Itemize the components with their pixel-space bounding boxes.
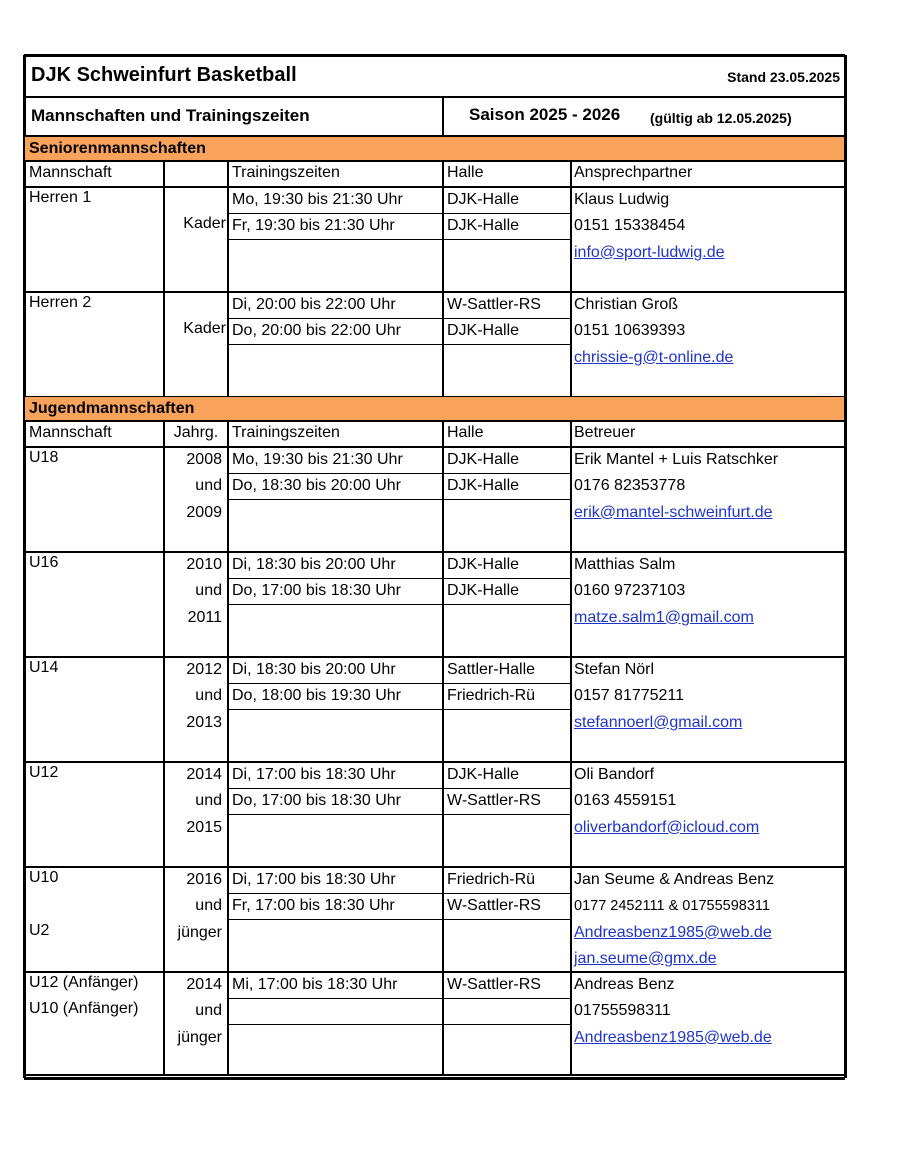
team-name: U16 (29, 554, 59, 571)
training-time: Fr, 19:30 bis 21:30 Uhr (232, 217, 395, 235)
team-years: und (195, 1002, 222, 1020)
grid-line (227, 762, 229, 867)
grid-line (228, 473, 571, 474)
grid-line (228, 709, 571, 710)
training-hall: Sattler-Halle (447, 661, 536, 678)
grid-line (227, 292, 229, 397)
grid-line (228, 919, 571, 920)
grid-line (228, 344, 571, 345)
grid-line (228, 1024, 571, 1025)
grid-line (163, 187, 165, 292)
grid-line (227, 657, 229, 762)
col-header-team: Mannschaft (29, 424, 112, 441)
col-header-times: Trainingszeiten (232, 164, 340, 181)
training-time: Do, 17:00 bis 18:30 Uhr (232, 792, 401, 810)
grid-line (442, 161, 444, 187)
training-time: Mo, 19:30 bis 21:30 Uhr (232, 451, 403, 468)
col-header-hall: Halle (447, 164, 484, 181)
grid-line (570, 447, 572, 552)
team-years: und (195, 477, 222, 495)
team-years: 2014 (186, 976, 222, 993)
grid-line (570, 292, 572, 397)
page-subtitle: Mannschaften und Trainingszeiten (31, 106, 310, 125)
contact-phone: 0151 10639393 (574, 322, 686, 340)
grid-line (228, 788, 571, 789)
grid-line (570, 421, 572, 447)
grid-line (228, 239, 571, 240)
team-years: 2016 (186, 871, 222, 888)
training-hall: Friedrich-Rü (447, 871, 536, 888)
valid-from: (gültig ab 12.05.2025) (650, 110, 792, 126)
grid-line (228, 893, 571, 894)
team-years: 2010 (186, 556, 222, 573)
training-hall: DJK-Halle (447, 322, 520, 340)
training-time: Mo, 19:30 bis 21:30 Uhr (232, 191, 403, 208)
training-time: Fr, 17:00 bis 18:30 Uhr (232, 897, 395, 915)
team-years: 2012 (186, 661, 222, 678)
team-years: jünger (177, 1028, 222, 1046)
contact-name: Matthias Salm (574, 556, 676, 573)
training-time: Do, 20:00 bis 22:00 Uhr (232, 322, 401, 340)
team-years: 2014 (186, 766, 222, 783)
grid-line (442, 421, 444, 447)
grid-line (442, 762, 444, 867)
training-hall: W-Sattler-RS (447, 296, 541, 313)
grid-line (163, 421, 165, 447)
team-name: U2 (29, 921, 50, 939)
grid-line (24, 656, 845, 658)
team-years: 2011 (187, 608, 222, 626)
team-name: U10 (Anfänger) (29, 1000, 139, 1018)
grid-line (24, 54, 845, 57)
grid-line (570, 657, 572, 762)
grid-line (163, 447, 165, 552)
contact-phone: 0177 2452111 & 01755598311 (574, 898, 770, 915)
col-header-contact: Ansprechpartner (574, 164, 693, 181)
team-years: 2009 (186, 503, 222, 521)
team-name: U12 (29, 764, 59, 781)
contact-phone: 0176 82353778 (574, 477, 686, 495)
contact-email-link[interactable]: oliverbandorf@icloud.com (574, 818, 760, 836)
grid-line (442, 187, 444, 292)
grid-line (227, 161, 229, 187)
training-hall: DJK-Halle (447, 556, 520, 573)
training-hall: DJK-Halle (447, 451, 520, 468)
grid-line (24, 866, 845, 868)
grid-line (24, 551, 845, 553)
training-time: Mi, 17:00 bis 18:30 Uhr (232, 976, 398, 993)
grid-line (227, 421, 229, 447)
team-years: und (195, 582, 222, 600)
grid-line (442, 657, 444, 762)
grid-line (570, 762, 572, 867)
grid-line (227, 867, 229, 972)
grid-line (24, 160, 845, 162)
grid-line (228, 213, 571, 214)
team-years: Kader (183, 320, 226, 337)
grid-line (570, 161, 572, 187)
grid-line (163, 762, 165, 867)
contact-email-link[interactable]: stefannoerl@gmail.com (574, 713, 743, 731)
grid-line (24, 446, 845, 448)
grid-line (23, 55, 26, 1078)
section-title: Seniorenmannschaften (29, 140, 206, 157)
team-years: 2013 (186, 713, 222, 731)
grid-line (24, 186, 845, 188)
grid-line (227, 552, 229, 657)
contact-email-link[interactable]: Andreasbenz1985@web.de (574, 1028, 772, 1046)
training-hall: DJK-Halle (447, 217, 520, 235)
team-name: U18 (29, 449, 59, 466)
training-time: Do, 18:30 bis 20:00 Uhr (232, 477, 401, 495)
training-hall: DJK-Halle (447, 191, 520, 208)
contact-email-link[interactable]: Andreasbenz1985@web.de (574, 923, 772, 941)
contact-email-link[interactable]: info@sport-ludwig.de (574, 243, 725, 261)
col-header-contact: Betreuer (574, 424, 636, 441)
contact-email-link[interactable]: matze.salm1@gmail.com (574, 608, 754, 626)
team-years: 2015 (186, 818, 222, 836)
contact-name: Oli Bandorf (574, 766, 655, 783)
training-time: Do, 17:00 bis 18:30 Uhr (232, 582, 401, 600)
grid-line (24, 971, 845, 973)
training-hall: W-Sattler-RS (447, 792, 541, 810)
grid-line (228, 604, 571, 605)
training-time: Di, 17:00 bis 18:30 Uhr (232, 871, 396, 888)
contact-phone: 0151 15338454 (574, 217, 686, 235)
contact-email-link[interactable]: jan.seume@gmx.de (574, 949, 717, 967)
contact-name: Andreas Benz (574, 976, 675, 993)
team-name: Herren 1 (29, 189, 92, 206)
contact-phone: 0163 4559151 (574, 792, 677, 810)
grid-line (442, 867, 444, 972)
training-time: Di, 18:30 bis 20:00 Uhr (232, 661, 396, 678)
contact-name: Jan Seume & Andreas Benz (574, 871, 775, 888)
grid-line (844, 55, 847, 1078)
training-hall: DJK-Halle (447, 582, 520, 600)
grid-line (570, 552, 572, 657)
col-header-hall: Halle (447, 424, 484, 441)
contact-name: Stefan Nörl (574, 661, 655, 678)
grid-line (227, 187, 229, 292)
training-time: Di, 20:00 bis 22:00 Uhr (232, 296, 396, 313)
grid-line (163, 552, 165, 657)
grid-line (24, 1074, 845, 1076)
grid-line (163, 657, 165, 762)
season-label: Saison 2025 - 2026 (469, 105, 621, 124)
training-time: Do, 18:00 bis 19:30 Uhr (232, 687, 401, 705)
contact-phone: 0157 81775211 (574, 687, 685, 705)
training-time: Di, 17:00 bis 18:30 Uhr (232, 766, 396, 783)
grid-line (228, 318, 571, 319)
training-hall: DJK-Halle (447, 477, 520, 495)
team-years: 2008 (186, 451, 222, 468)
grid-line (163, 972, 165, 1075)
training-time: Di, 18:30 bis 20:00 Uhr (232, 556, 396, 573)
team-name: Herren 2 (29, 294, 92, 311)
contact-email-link[interactable]: chrissie-g@t-online.de (574, 348, 734, 366)
team-name: U14 (29, 659, 59, 676)
col-header-times: Trainingszeiten (232, 424, 340, 441)
grid-line (228, 499, 571, 500)
contact-phone: 01755598311 (574, 1002, 671, 1020)
training-hall: W-Sattler-RS (447, 976, 541, 993)
grid-line (24, 761, 845, 763)
grid-line (163, 292, 165, 397)
contact-phone: 0160 97237103 (574, 582, 686, 600)
contact-name: Erik Mantel + Luis Ratschker (574, 451, 779, 468)
contact-name: Christian Groß (574, 296, 679, 313)
grid-line (163, 867, 165, 972)
stand-date: Stand 23.05.2025 (727, 69, 840, 85)
col-header-years: Jahrg. (173, 424, 219, 441)
training-hall: W-Sattler-RS (447, 897, 541, 915)
training-hall: Friedrich-Rü (447, 687, 536, 705)
grid-line (24, 96, 845, 98)
grid-line (163, 161, 165, 187)
grid-line (570, 867, 572, 972)
team-years: jünger (177, 923, 222, 941)
contact-email-link[interactable]: erik@mantel-schweinfurt.de (574, 503, 773, 521)
grid-line (24, 291, 845, 293)
grid-line (442, 97, 444, 136)
grid-line (24, 420, 845, 422)
grid-line (228, 578, 571, 579)
team-years: Kader (183, 215, 226, 232)
grid-line (227, 447, 229, 552)
grid-line (228, 998, 571, 999)
club-title: DJK Schweinfurt Basketball (31, 64, 297, 86)
grid-line (228, 814, 571, 815)
contact-name: Klaus Ludwig (574, 191, 670, 208)
team-name: U10 (29, 869, 59, 886)
section-title: Jugendmannschaften (29, 400, 195, 417)
team-years: und (195, 897, 222, 915)
grid-line (442, 447, 444, 552)
grid-line (442, 552, 444, 657)
grid-line (442, 292, 444, 397)
training-hall: DJK-Halle (447, 766, 520, 783)
team-name: U12 (Anfänger) (29, 974, 139, 991)
team-years: und (195, 687, 222, 705)
grid-line (24, 1077, 845, 1080)
col-header-team: Mannschaft (29, 164, 112, 181)
team-years: und (195, 792, 222, 810)
grid-line (570, 187, 572, 292)
grid-line (228, 683, 571, 684)
